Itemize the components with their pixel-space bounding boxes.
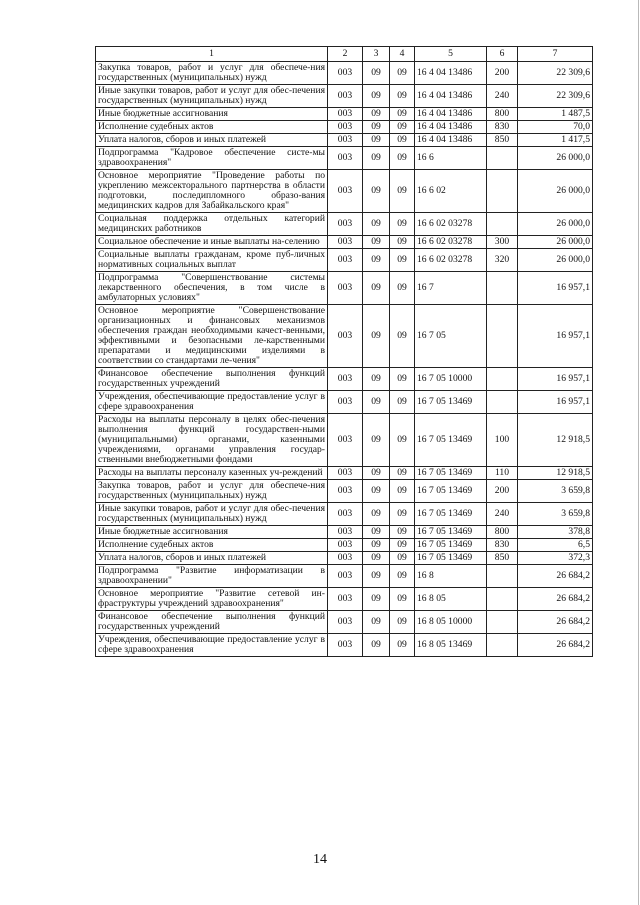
column-header-2: 2 (328, 47, 363, 62)
row-description: Уплата налогов, сборов и иных платежей (96, 134, 328, 147)
section-code: 09 (363, 552, 390, 565)
section-code: 09 (363, 391, 390, 414)
expense-type-code: 830 (487, 539, 518, 552)
amount: 70,0 (518, 121, 593, 134)
amount: 16 957,1 (518, 391, 593, 414)
row-description: Социальное обеспечение и иные выплаты на-селению (96, 236, 328, 249)
admin-code: 003 (328, 108, 363, 121)
amount: 26 684,2 (518, 634, 593, 657)
row-description: Иные бюджетные ассигнования (96, 526, 328, 539)
admin-code: 003 (328, 249, 363, 272)
expense-type-code (487, 368, 518, 391)
target-article-code: 16 7 (415, 272, 487, 305)
row-description: Расходы на выплаты персоналу в целях обес-печения выполнения функций государствен-ными (муниципальными) органами, казенными учреждениями, органами управления государ-ственными внебюджетными фондами (96, 414, 328, 467)
table-row (96, 134, 593, 147)
admin-code: 003 (328, 467, 363, 480)
table-row (96, 552, 593, 565)
table-row (96, 236, 593, 249)
amount: 1 417,5 (518, 134, 593, 147)
subsection-code: 09 (390, 539, 415, 552)
section-code: 09 (363, 121, 390, 134)
table-row (96, 249, 593, 272)
expense-type-code (487, 305, 518, 368)
amount: 12 918,5 (518, 467, 593, 480)
subsection-code: 09 (390, 391, 415, 414)
amount: 1 487,5 (518, 108, 593, 121)
amount: 16 957,1 (518, 305, 593, 368)
expense-type-code (487, 391, 518, 414)
table-row (96, 108, 593, 121)
amount: 22 309,6 (518, 85, 593, 108)
expense-type-code: 200 (487, 62, 518, 85)
subsection-code: 09 (390, 634, 415, 657)
subsection-code: 09 (390, 611, 415, 634)
row-description: Иные закупки товаров, работ и услуг для обес-печения государственных (муниципальных) нужд (96, 503, 328, 526)
section-code: 09 (363, 565, 390, 588)
admin-code: 003 (328, 134, 363, 147)
section-code: 09 (363, 539, 390, 552)
table-row (96, 147, 593, 170)
expense-type-code: 300 (487, 236, 518, 249)
subsection-code: 09 (390, 147, 415, 170)
section-code: 09 (363, 480, 390, 503)
amount: 26 000,0 (518, 147, 593, 170)
target-article-code: 16 6 (415, 147, 487, 170)
target-article-code: 16 7 05 13469 (415, 391, 487, 414)
section-code: 09 (363, 249, 390, 272)
column-header-6: 6 (487, 47, 518, 62)
subsection-code: 09 (390, 305, 415, 368)
row-description: Расходы на выплаты персоналу казенных уч-реждений (96, 467, 328, 480)
row-description: Иные бюджетные ассигнования (96, 108, 328, 121)
row-description: Основное мероприятие "Совершенствование организационных и финансовых механизмов обеспечения граждан необходимыми качест-венными, эффективными и безопасными ле-карственными препаратами и медицинскими изделиями в соответствии со стандартами ле-чения" (96, 305, 328, 368)
table-row (96, 62, 593, 85)
expense-type-code (487, 147, 518, 170)
admin-code: 003 (328, 588, 363, 611)
section-code: 09 (363, 236, 390, 249)
section-code: 09 (363, 588, 390, 611)
target-article-code: 16 8 05 13469 (415, 634, 487, 657)
row-description: Учреждения, обеспечивающие предоставление услуг в сфере здравоохранения (96, 634, 328, 657)
section-code: 09 (363, 467, 390, 480)
expense-type-code: 200 (487, 480, 518, 503)
row-description: Учреждения, обеспечивающие предоставление услуг в сфере здравоохранения (96, 391, 328, 414)
target-article-code: 16 6 02 03278 (415, 236, 487, 249)
admin-code: 003 (328, 170, 363, 213)
row-description: Финансовое обеспечение выполнения функций государственных учреждений (96, 611, 328, 634)
amount: 16 957,1 (518, 272, 593, 305)
admin-code: 003 (328, 272, 363, 305)
target-article-code: 16 4 04 13486 (415, 134, 487, 147)
table-row (96, 588, 593, 611)
table-row (96, 565, 593, 588)
target-article-code: 16 6 02 03278 (415, 249, 487, 272)
row-description: Финансовое обеспечение выполнения функций государственных учреждений (96, 368, 328, 391)
subsection-code: 09 (390, 213, 415, 236)
amount: 3 659,8 (518, 503, 593, 526)
target-article-code: 16 7 05 13469 (415, 552, 487, 565)
amount: 378,8 (518, 526, 593, 539)
target-article-code: 16 7 05 13469 (415, 480, 487, 503)
section-code: 09 (363, 213, 390, 236)
target-article-code: 16 4 04 13486 (415, 62, 487, 85)
admin-code: 003 (328, 634, 363, 657)
column-header-4: 4 (390, 47, 415, 62)
admin-code: 003 (328, 121, 363, 134)
expense-type-code (487, 588, 518, 611)
amount: 372,3 (518, 552, 593, 565)
subsection-code: 09 (390, 467, 415, 480)
subsection-code: 09 (390, 368, 415, 391)
expense-type-code: 830 (487, 121, 518, 134)
expense-type-code: 800 (487, 526, 518, 539)
target-article-code: 16 7 05 13469 (415, 414, 487, 467)
admin-code: 003 (328, 611, 363, 634)
target-article-code: 16 8 05 10000 (415, 611, 487, 634)
amount: 22 309,6 (518, 62, 593, 85)
amount: 16 957,1 (518, 368, 593, 391)
target-article-code: 16 4 04 13486 (415, 121, 487, 134)
admin-code: 003 (328, 147, 363, 170)
amount: 12 918,5 (518, 414, 593, 467)
amount: 6,5 (518, 539, 593, 552)
table-row (96, 634, 593, 657)
row-description: Иные закупки товаров, работ и услуг для обес-печения государственных (муниципальных) нужд (96, 85, 328, 108)
admin-code: 003 (328, 503, 363, 526)
admin-code: 003 (328, 565, 363, 588)
target-article-code: 16 8 05 (415, 588, 487, 611)
admin-code: 003 (328, 368, 363, 391)
amount: 26 684,2 (518, 611, 593, 634)
column-header-5: 5 (415, 47, 487, 62)
section-code: 09 (363, 611, 390, 634)
table-header-row (96, 47, 593, 62)
amount: 26 000,0 (518, 213, 593, 236)
row-description: Закупка товаров, работ и услуг для обеспече-ния государственных (муниципальных) нужд (96, 62, 328, 85)
table-row (96, 611, 593, 634)
target-article-code: 16 7 05 13469 (415, 467, 487, 480)
target-article-code: 16 4 04 13486 (415, 108, 487, 121)
table-row (96, 539, 593, 552)
table-row (96, 85, 593, 108)
admin-code: 003 (328, 480, 363, 503)
column-header-3: 3 (363, 47, 390, 62)
expense-type-code (487, 213, 518, 236)
expense-type-code: 240 (487, 503, 518, 526)
table-row (96, 368, 593, 391)
subsection-code: 09 (390, 170, 415, 213)
section-code: 09 (363, 85, 390, 108)
expense-type-code: 240 (487, 85, 518, 108)
section-code: 09 (363, 272, 390, 305)
admin-code: 003 (328, 236, 363, 249)
expense-type-code: 110 (487, 467, 518, 480)
target-article-code: 16 7 05 13469 (415, 539, 487, 552)
section-code: 09 (363, 305, 390, 368)
row-description: Основное мероприятие "Развитие сетевой ин-фраструктуры учреждений здравоохранения" (96, 588, 328, 611)
subsection-code: 09 (390, 62, 415, 85)
table-row (96, 272, 593, 305)
section-code: 09 (363, 108, 390, 121)
subsection-code: 09 (390, 85, 415, 108)
subsection-code: 09 (390, 414, 415, 467)
subsection-code: 09 (390, 480, 415, 503)
section-code: 09 (363, 526, 390, 539)
subsection-code: 09 (390, 108, 415, 121)
section-code: 09 (363, 634, 390, 657)
expense-type-code: 850 (487, 134, 518, 147)
table-row (96, 526, 593, 539)
subsection-code: 09 (390, 588, 415, 611)
table-row (96, 414, 593, 467)
row-description: Подпрограмма "Совершенствование системы лекарственного обеспечения, в том числе в амбулаторных условиях" (96, 272, 328, 305)
expense-type-code (487, 634, 518, 657)
subsection-code: 09 (390, 121, 415, 134)
target-article-code: 16 7 05 10000 (415, 368, 487, 391)
expense-type-code (487, 170, 518, 213)
subsection-code: 09 (390, 236, 415, 249)
amount: 26 000,0 (518, 236, 593, 249)
target-article-code: 16 6 02 (415, 170, 487, 213)
amount: 3 659,8 (518, 480, 593, 503)
admin-code: 003 (328, 552, 363, 565)
target-article-code: 16 8 (415, 565, 487, 588)
subsection-code: 09 (390, 526, 415, 539)
expense-type-code (487, 565, 518, 588)
section-code: 09 (363, 62, 390, 85)
admin-code: 003 (328, 85, 363, 108)
expense-type-code: 100 (487, 414, 518, 467)
admin-code: 003 (328, 526, 363, 539)
row-description: Социальная поддержка отдельных категорий медицинских работников (96, 213, 328, 236)
row-description: Подпрограмма "Развитие информатизации в здравоохранении" (96, 565, 328, 588)
row-description: Подпрограмма "Кадровое обеспечение систе-мы здравоохранения" (96, 147, 328, 170)
section-code: 09 (363, 134, 390, 147)
row-description: Уплата налогов, сборов и иных платежей (96, 552, 328, 565)
section-code: 09 (363, 368, 390, 391)
target-article-code: 16 7 05 13469 (415, 526, 487, 539)
admin-code: 003 (328, 539, 363, 552)
table-row (96, 480, 593, 503)
target-article-code: 16 7 05 (415, 305, 487, 368)
row-description: Основное мероприятие "Проведение работы по укреплению межсекторального партнерства в области подготовки, последипломного образо-вания медицинских кадров для Забайкальского края" (96, 170, 328, 213)
target-article-code: 16 7 05 13469 (415, 503, 487, 526)
expense-type-code: 320 (487, 249, 518, 272)
budget-table (95, 46, 593, 657)
page-number: 14 (313, 852, 327, 867)
subsection-code: 09 (390, 272, 415, 305)
amount: 26 000,0 (518, 170, 593, 213)
row-description: Исполнение судебных актов (96, 121, 328, 134)
expense-type-code: 800 (487, 108, 518, 121)
table-row (96, 467, 593, 480)
table-row (96, 213, 593, 236)
section-code: 09 (363, 170, 390, 213)
target-article-code: 16 6 02 03278 (415, 213, 487, 236)
subsection-code: 09 (390, 565, 415, 588)
expense-type-code (487, 611, 518, 634)
subsection-code: 09 (390, 249, 415, 272)
subsection-code: 09 (390, 503, 415, 526)
table-row (96, 503, 593, 526)
table-row (96, 170, 593, 213)
admin-code: 003 (328, 391, 363, 414)
target-article-code: 16 4 04 13486 (415, 85, 487, 108)
expense-type-code (487, 272, 518, 305)
amount: 26 684,2 (518, 588, 593, 611)
admin-code: 003 (328, 305, 363, 368)
table-row (96, 391, 593, 414)
admin-code: 003 (328, 62, 363, 85)
section-code: 09 (363, 503, 390, 526)
admin-code: 003 (328, 213, 363, 236)
subsection-code: 09 (390, 134, 415, 147)
row-description: Закупка товаров, работ и услуг для обеспече-ния государственных (муниципальных) нужд (96, 480, 328, 503)
amount: 26 684,2 (518, 565, 593, 588)
column-header-1: 1 (96, 47, 328, 62)
section-code: 09 (363, 414, 390, 467)
expense-type-code: 850 (487, 552, 518, 565)
section-code: 09 (363, 147, 390, 170)
admin-code: 003 (328, 414, 363, 467)
table-row (96, 121, 593, 134)
row-description: Исполнение судебных актов (96, 539, 328, 552)
subsection-code: 09 (390, 552, 415, 565)
table-row (96, 305, 593, 368)
amount: 26 000,0 (518, 249, 593, 272)
page-edge (638, 0, 639, 905)
row-description: Социальные выплаты гражданам, кроме пуб-личных нормативных социальных выплат (96, 249, 328, 272)
column-header-7: 7 (518, 47, 593, 62)
